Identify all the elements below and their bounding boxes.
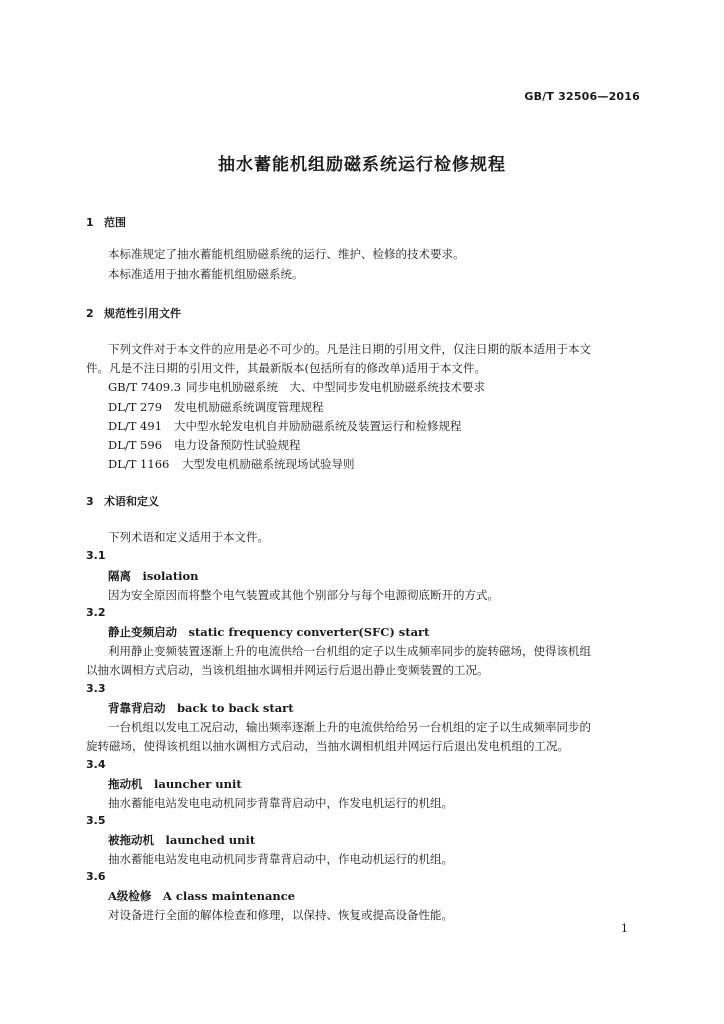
reference-title: 同步电机励磁系统 大、中型同步发电机励磁系统技术要求: [186, 380, 485, 394]
section-1-paragraph: 本标准规定了抽水蓄能机组励磁系统的运行、维护、检修的技术要求。: [108, 247, 465, 261]
section-1-title: 范围: [104, 216, 126, 229]
term-name: 静止变频启动 static frequency converter(SFC) start: [108, 625, 430, 639]
term-definition: 以抽水调相方式启动，当该机组抽水调相并网运行后退出静止变频装置的工况。: [86, 663, 489, 677]
term-number: 3.4: [86, 758, 106, 771]
term-definition: 一台机组以发电工况启动，输出频率逐渐上升的电流供给给另一台机组的定子以生成频率同步的: [108, 720, 591, 734]
term-definition: 旋转磁场，使得该机组以抽水调相方式启动，当抽水调相机组并网运行后退出发电机组的工况。: [86, 739, 569, 753]
term-name: 隔离 isolation: [108, 569, 199, 583]
term-definition: 利用静止变频装置逐渐上升的电流供给一台机组的定子以生成频率同步的旋转磁场，使得该机组: [108, 644, 591, 658]
term-definition: 抽水蓄能电站发电电动机同步背靠背启动中，作电动机运行的机组。: [108, 852, 453, 866]
reference-title: 大中型水轮发电机自并励励磁系统及装置运行和检修规程: [174, 419, 462, 433]
term-number: 3.5: [86, 814, 106, 827]
term-definition: 抽水蓄能电站发电电动机同步背靠背启动中，作发电机运行的机组。: [108, 796, 453, 810]
term-name: A级检修 A class maintenance: [108, 889, 296, 903]
section-3-number: 3: [86, 495, 94, 508]
reference-code: DL/T 491: [108, 419, 163, 433]
term-number: 3.6: [86, 870, 106, 883]
section-2-title: 规范性引用文件: [104, 307, 181, 320]
reference-title: 发电机励磁系统调度管理规程: [174, 400, 324, 414]
reference-code: DL/T 279: [108, 400, 163, 414]
term-name: 背靠背启动 back to back start: [108, 701, 294, 715]
section-1-paragraph: 本标准适用于抽水蓄能机组励磁系统。: [108, 267, 304, 281]
term-number: 3.1: [86, 549, 106, 562]
term-name: 拖动机 launcher unit: [108, 777, 242, 791]
term-number: 3.3: [86, 682, 106, 695]
section-2-number: 2: [86, 307, 94, 320]
section-3-title: 术语和定义: [104, 495, 159, 508]
term-number: 3.2: [86, 606, 106, 619]
term-name: 被拖动机 launched unit: [108, 833, 256, 847]
section-2-intro: 下列文件对于本文件的应用是必不可少的。凡是注日期的引用文件，仅注日期的版本适用于本文: [108, 342, 591, 356]
term-definition: 对设备进行全面的解体检查和修理，以保持、恢复或提高设备性能。: [108, 908, 453, 922]
term-definition: 因为安全原因而将整个电气装置或其他个别部分与每个电源彻底断开的方式。: [108, 588, 499, 602]
page-number: 1: [621, 922, 628, 935]
section-1-number: 1: [86, 216, 94, 229]
section-3-intro: 下列术语和定义适用于本文件。: [108, 530, 269, 544]
reference-code: DL/T 596: [108, 438, 163, 452]
reference-title: 大型发电机励磁系统现场试验导则: [182, 457, 355, 471]
reference-title: 电力设备预防性试验规程: [174, 438, 301, 452]
section-2-intro: 件。凡是不注日期的引用文件，其最新版本(包括所有的修改单)适用于本文件。: [86, 361, 486, 375]
document-title: 抽水蓄能机组励磁系统运行检修规程: [218, 155, 506, 175]
standard-code: GB/T 32506—2016: [524, 90, 640, 103]
reference-code: DL/T 1166: [108, 457, 170, 471]
reference-code: GB/T 7409.3: [108, 380, 182, 394]
